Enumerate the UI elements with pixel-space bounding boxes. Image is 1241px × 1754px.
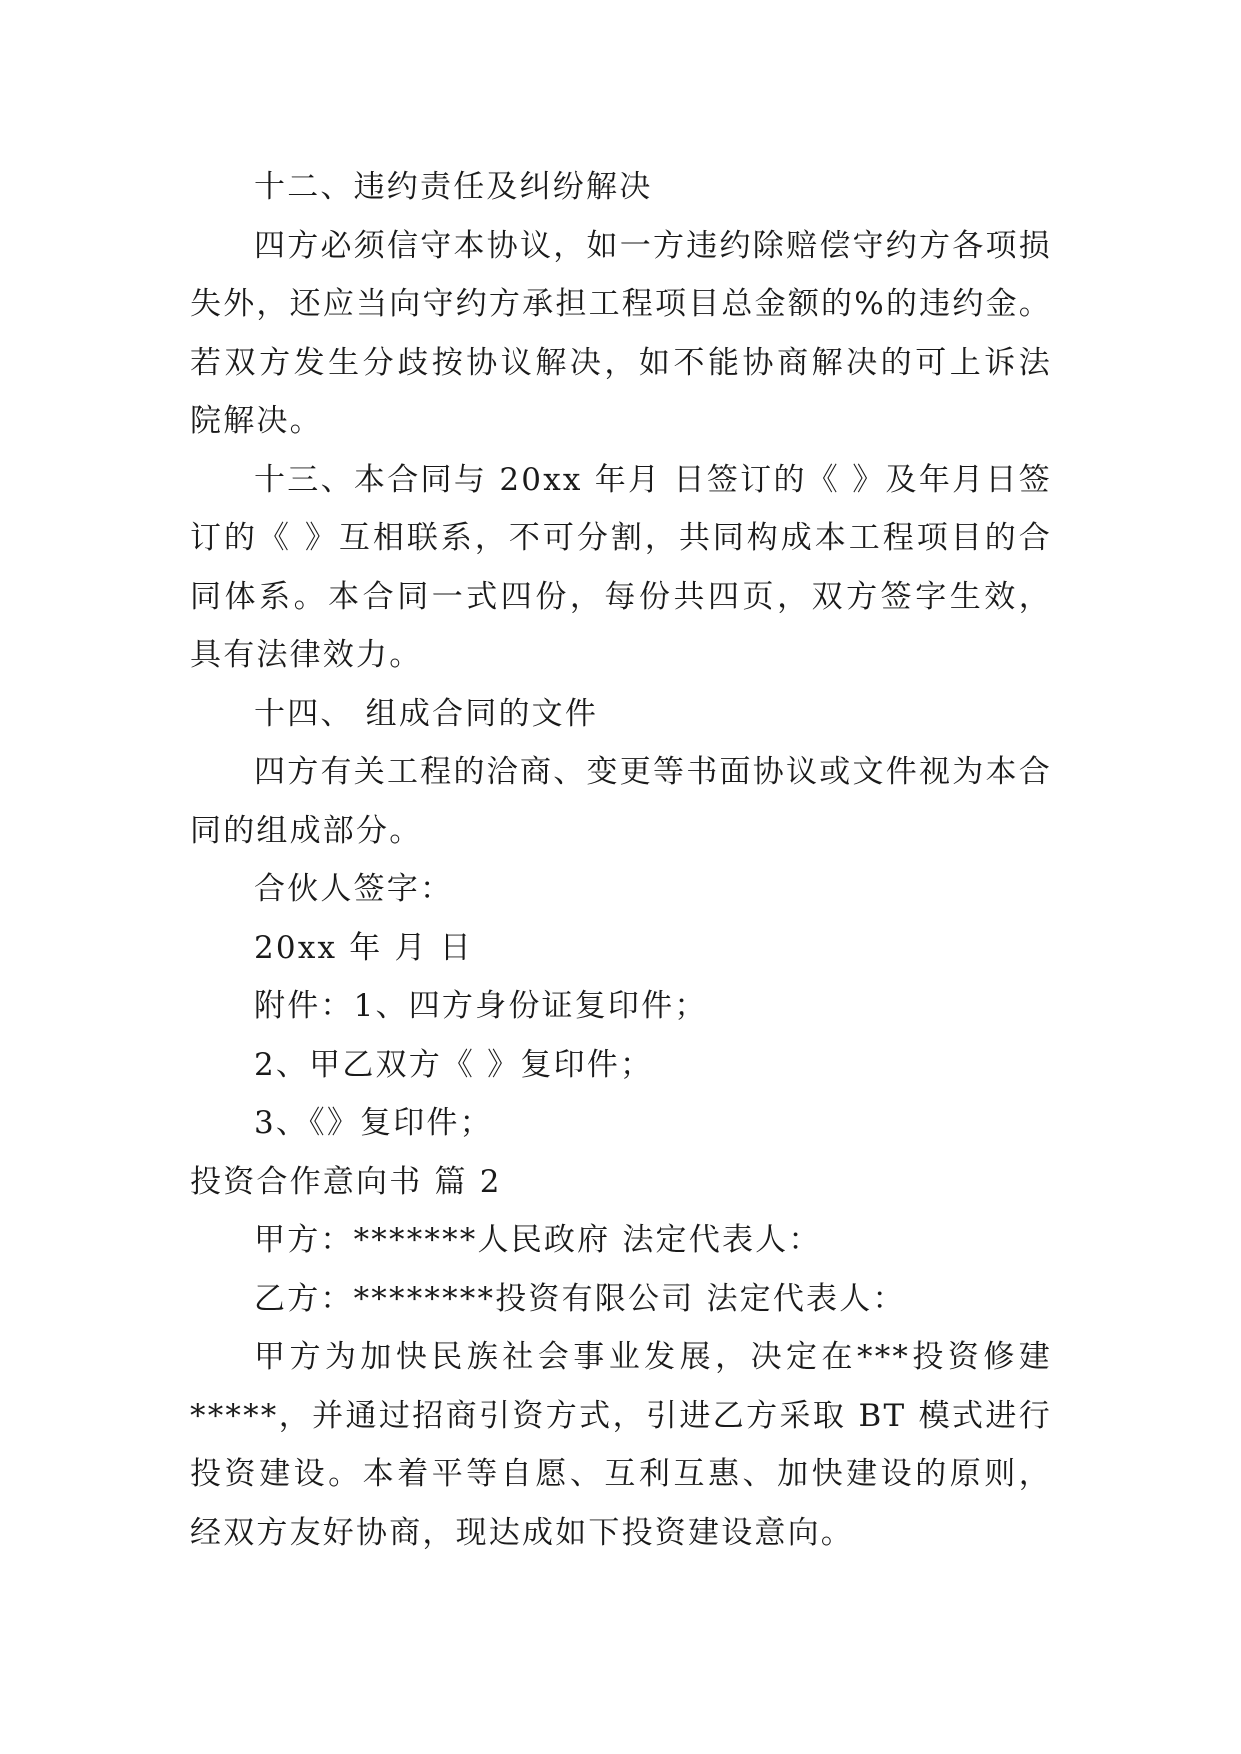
document-title-part-2: 投资合作意向书 篇 2 — [190, 1163, 502, 1200]
paragraph-breach-liability: 四方必须信守本协议，如一方违约除赔偿守约方各项损失外，还应当向守约方承担工程项目总金额的%的违约金。若双方发生分歧按协议解决，如不能协商解决的可上诉法院解决。 — [190, 227, 1052, 439]
date-line: 20xx 年 月 日 — [254, 929, 473, 966]
attachment-item-3: 3、《》复印件； — [254, 1105, 493, 1141]
party-b-line: 乙方：********投资有限公司 法定代表人： — [254, 1280, 906, 1317]
attachment-item-1: 附件：1、四方身份证复印件； — [254, 988, 708, 1024]
paragraph-contract-documents: 四方有关工程的洽商、变更等书面协议或文件视为本合同的组成部分。 — [190, 754, 1052, 849]
section-heading-14: 十四、 组成合同的文件 — [254, 695, 599, 732]
document-body — [190, 158, 1052, 1562]
party-a-line: 甲方：*******人民政府 法定代表人： — [254, 1222, 822, 1258]
section-heading-12: 十二、违约责任及纠纷解决 — [254, 169, 653, 205]
intent-paragraph: 甲方为加快民族社会事业发展，决定在***投资修建*****，并通过招商引资方式，引进乙方采取 BT 模式进行投资建设。本着平等自愿、互利互惠、加快建设的原则，经双方友好协商，现达成如下投资建设意向。 — [190, 1339, 1052, 1551]
section-13-paragraph: 十三、本合同与 20xx 年月 日签订的《 》及年月日签订的《 》互相联系，不可分割，共同构成本工程项目的合同体系。本合同一式四份，每份共四页，双方签字生效，具有法律效力。 — [190, 461, 1052, 673]
partner-signature-line: 合伙人签字： — [254, 871, 454, 907]
attachment-item-2: 2、甲乙双方《 》复印件； — [254, 1046, 654, 1083]
